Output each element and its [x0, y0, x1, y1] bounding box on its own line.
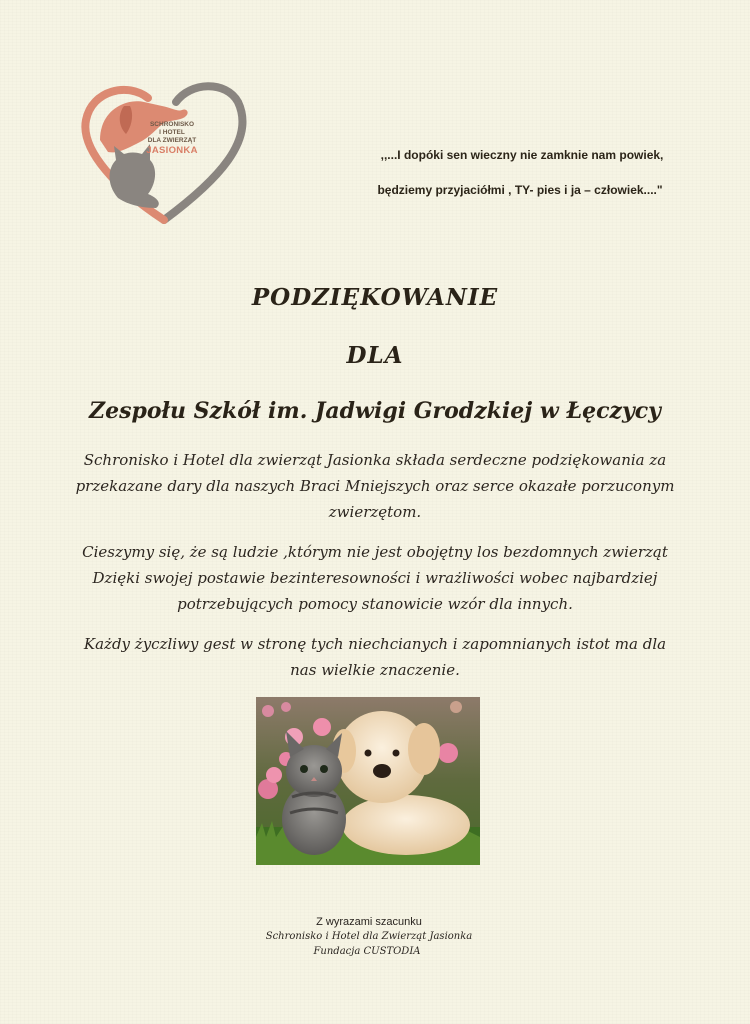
logo-line-3: DLA ZWIERZĄT [147, 137, 197, 144]
shelter-logo [78, 80, 250, 225]
paragraph-2-line-3: potrzebujących pomocy stanowicie wzór dla innych. [177, 595, 573, 613]
logo-line-4: JASIONKA [146, 145, 198, 156]
puppy-kitten-image-icon [256, 697, 480, 865]
quote-line-2: będziemy przyjaciółmi , TY- pies i ja – człowiek...." [377, 183, 663, 197]
logo-line-2: I HOTEL [159, 129, 185, 136]
signature-organization: Schronisko i Hotel dla Zwierząt Jasionka [265, 931, 473, 942]
paragraph-1-line-3: zwierzętom. [328, 503, 422, 521]
paragraph-1-line-2: przekazane dary dla naszych Braci Mniejszych oraz serce okazałe porzuconym [75, 477, 675, 495]
puppy-kitten-photo [256, 697, 480, 865]
logo-line-1: SCHRONISKO [149, 121, 195, 128]
paragraph-2-line-1: Cieszymy się, że są ludzie ,którym nie jest obojętny los bezdomnych zwierząt [82, 543, 668, 561]
paragraph-3-line-2: nas wielkie znaczenie. [290, 661, 460, 679]
signature-closing: Z wyrazami szacunku [316, 916, 422, 928]
paragraph-3-line-1: Każdy życzliwy gest w stronę tych niechcianych i zapomnianych istot ma dla [83, 635, 667, 653]
signature-foundation: Fundacja CUSTODIA [313, 946, 421, 957]
paragraph-1-line-1: Schronisko i Hotel dla zwierząt Jasionka składa serdeczne podziękowania za [83, 451, 667, 469]
paragraph-2-line-2: Dzięki swojej postawie bezinteresowności i wrażliwości wobec najbardziej [92, 569, 658, 587]
document-title: PODZIĘKOWANIE [251, 284, 499, 311]
quote-line-1: ,,...I dopóki sen wieczny nie zamknie nam powiek, [380, 148, 664, 162]
document-for: DLA [346, 342, 404, 369]
logo-text [140, 121, 204, 156]
recipient-name: Zespołu Szkół im. Jadwigi Grodzkiej w Łęczycy [89, 398, 661, 424]
